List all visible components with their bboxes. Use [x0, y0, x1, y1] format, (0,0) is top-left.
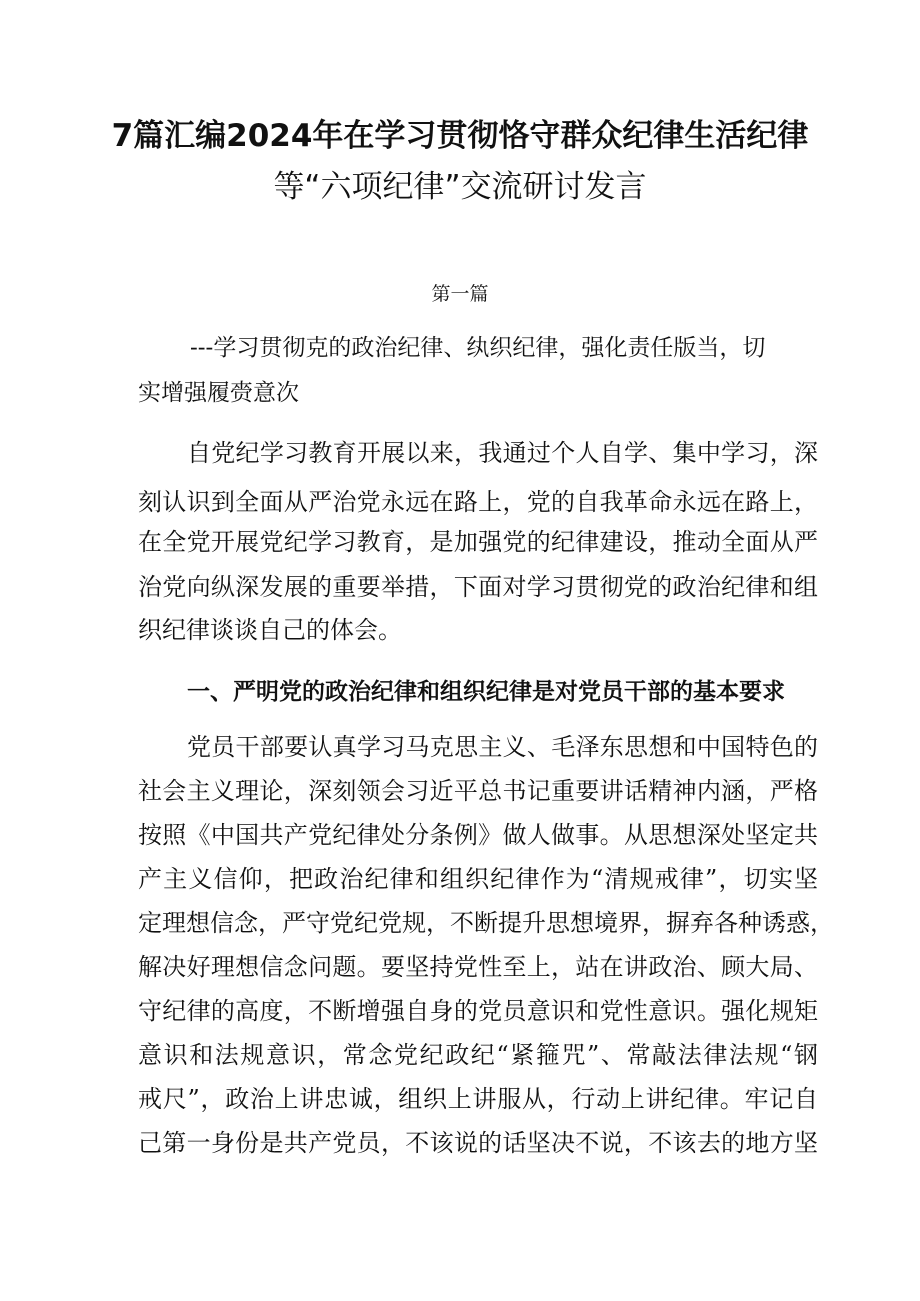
paragraph-1-line: 织纪律谈谈自己的体会。: [138, 616, 402, 644]
paragraph-2-line: 守纪律的高度，不断增强自身的党员意识和党性意识。强化规矩: [138, 997, 818, 1025]
section-label: 第一篇: [431, 283, 489, 305]
paragraph-1-line: 在全党开展党纪学习教育，是加强党的纪律建设，推动全面从严: [138, 528, 818, 556]
paragraph-2-line: 意识和法规意识，常念党纪政纪“紧箍咒”、常敲法律法规“钢: [138, 1041, 818, 1069]
section-heading-1: 一、严明党的政治纪律和组织纪律是对党员干部的基本要求: [187, 679, 785, 705]
paragraph-2-line: 己第一身份是共产党员，不该说的话坚决不说，不该去的地方坚: [138, 1129, 818, 1157]
document-title-line-2: 等“六项纪律”交流研讨发言: [273, 169, 647, 205]
paragraph-2-line: 戒尺”，政治上讲忠诚，组织上讲服从，行动上讲纪律。牢记自: [138, 1085, 818, 1113]
paragraph-2-line: 社会主义理论，深刻领会习近平总书记重要讲话精神内涵，严格: [138, 777, 818, 805]
paragraph-1-line: 治党向纵深发展的重要举措，下面对学习贯彻党的政治纪律和组: [138, 573, 818, 601]
subtitle-line-2: 实增强履赍意次: [138, 380, 299, 406]
paragraph-2-line: 党员干部要认真学习马克思主义、毛泽东思想和中国特色的: [187, 733, 818, 761]
paragraph-2-line: 定理想信念，严守党纪党规，不断提升思想境界，摒弃各种诱惑，: [138, 909, 834, 937]
paragraph-2-line: 按照《中国共产党纪律处分条例》做人做事。从思想深处坚定共: [138, 821, 818, 849]
document-title-line-1: 7篇汇编2024年在学习贯彻恪守群众纪律生活纪律: [111, 118, 809, 154]
paragraph-1-line: 刻认识到全面从严治党永远在路上，党的自我革命永远在路上，: [138, 488, 818, 516]
paragraph-2-line: 解决好理想信念问题。要坚持党性至上，站在讲政治、顾大局、: [138, 953, 818, 981]
subtitle-line-1: ---学习贯彻克的政治纪律、纨织纪律，强化责任版当，切: [190, 335, 766, 361]
paragraph-1-line: 自党纪学习教育开展以来，我通过个人自学、集中学习，深: [187, 439, 818, 467]
paragraph-2-line: 产主义信仰，把政治纪律和组织纪律作为“清规戒律”，切实坚: [138, 865, 818, 893]
